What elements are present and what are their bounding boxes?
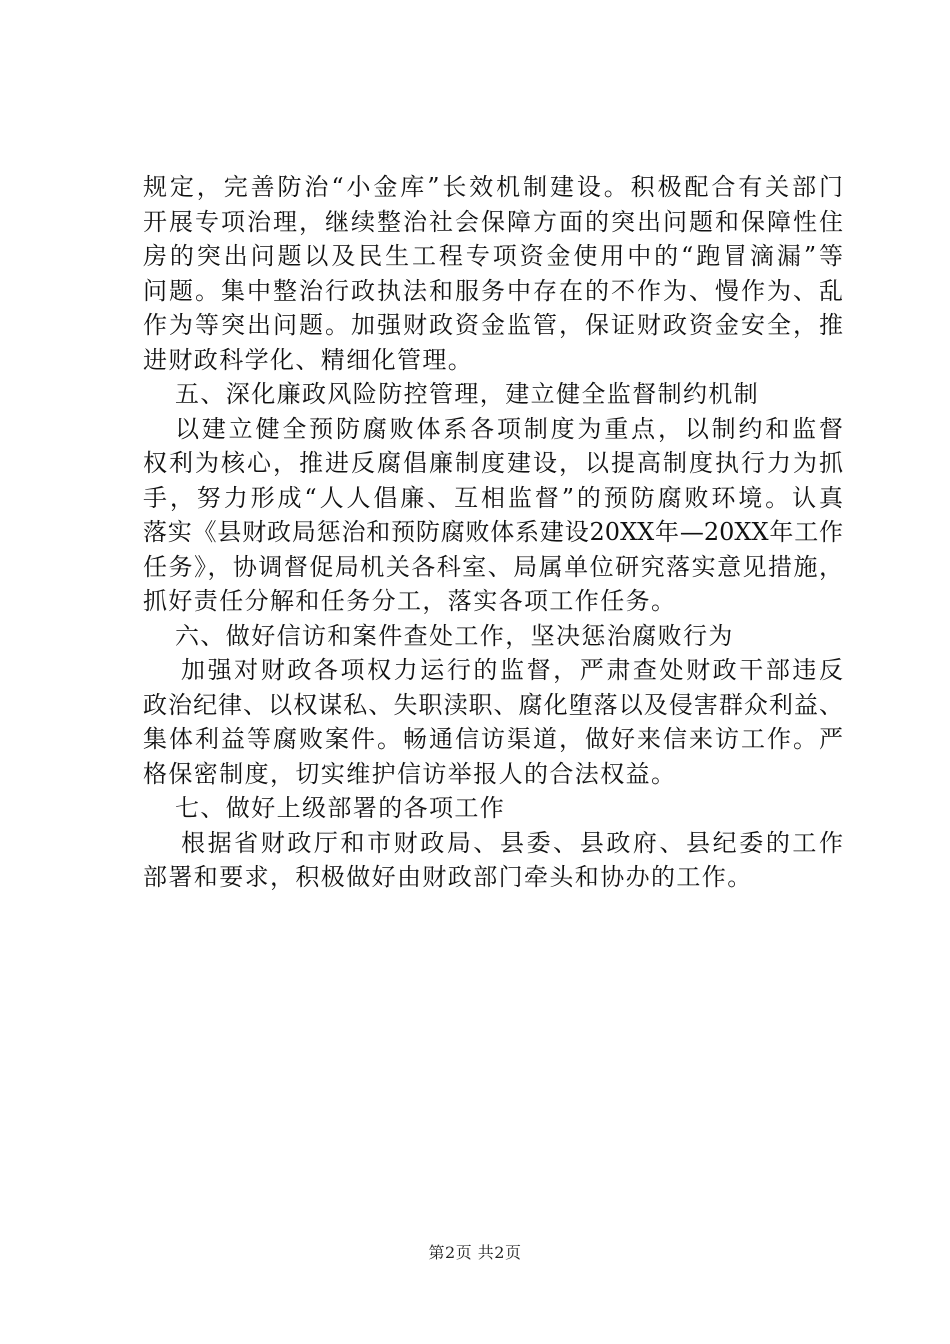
section-heading-seven: 七、做好上级部署的各项工作 <box>175 794 506 822</box>
paragraph-line: 开展专项治理，继续整治社会保障方面的突出问题和保障性住 <box>143 207 843 236</box>
paragraph-line: 加强对财政各项权力运行的监督，严肃查处财政干部违反 <box>181 656 843 684</box>
paragraph-line: 作为等突出问题。加强财政资金监管，保证财政资金安全，推 <box>143 311 843 339</box>
paragraph-line: 格保密制度，切实维护信访举报人的合法权益。 <box>143 759 677 788</box>
paragraph-line: 落实《县财政局惩治和预防腐败体系建设20XX年—20XX年工作 <box>143 518 843 546</box>
paragraph-line: 房的突出问题以及民生工程专项资金使用中的“跑冒滴漏”等 <box>143 242 843 270</box>
document-body <box>143 170 843 895</box>
paragraph-line: 任务》，协调督促局机关各科室、局属单位研究落实意见措施， <box>143 552 843 581</box>
page-number-footer: 第2页 共2页 <box>428 1243 522 1262</box>
paragraph-line: 部署和要求，积极做好由财政部门牵头和协办的工作。 <box>143 863 753 891</box>
paragraph-line: 集体利益等腐败案件。畅通信访渠道，做好来信来访工作。严 <box>143 725 843 753</box>
section-heading-six: 六、做好信访和案件查处工作，坚决惩治腐败行为 <box>175 621 734 650</box>
paragraph-line: 以建立健全预防腐败体系各项制度为重点，以制约和监督 <box>175 414 843 443</box>
paragraph-line: 问题。集中整治行政执法和服务中存在的不作为、慢作为、乱 <box>143 276 843 305</box>
paragraph-line: 权利为核心，推进反腐倡廉制度建设，以提高制度执行力为抓 <box>143 449 843 477</box>
section-heading-five: 五、深化廉政风险防控管理，建立健全监督制约机制 <box>175 380 760 408</box>
paragraph-line: 手，努力形成“人人倡廉、互相监督”的预防腐败环境。认真 <box>143 483 843 512</box>
paragraph-line: 抓好责任分解和任务分工，落实各项工作任务。 <box>143 587 677 615</box>
paragraph-line: 进财政科学化、精细化管理。 <box>143 345 474 374</box>
paragraph-line: 根据省财政厅和市财政局、县委、县政府、县纪委的工作 <box>181 828 843 857</box>
paragraph-line: 规定，完善防治“小金库”长效机制建设。积极配合有关部门 <box>143 173 843 201</box>
paragraph-line: 政治纪律、以权谋私、失职渎职、腐化堕落以及侵害群众利益、 <box>143 690 843 719</box>
